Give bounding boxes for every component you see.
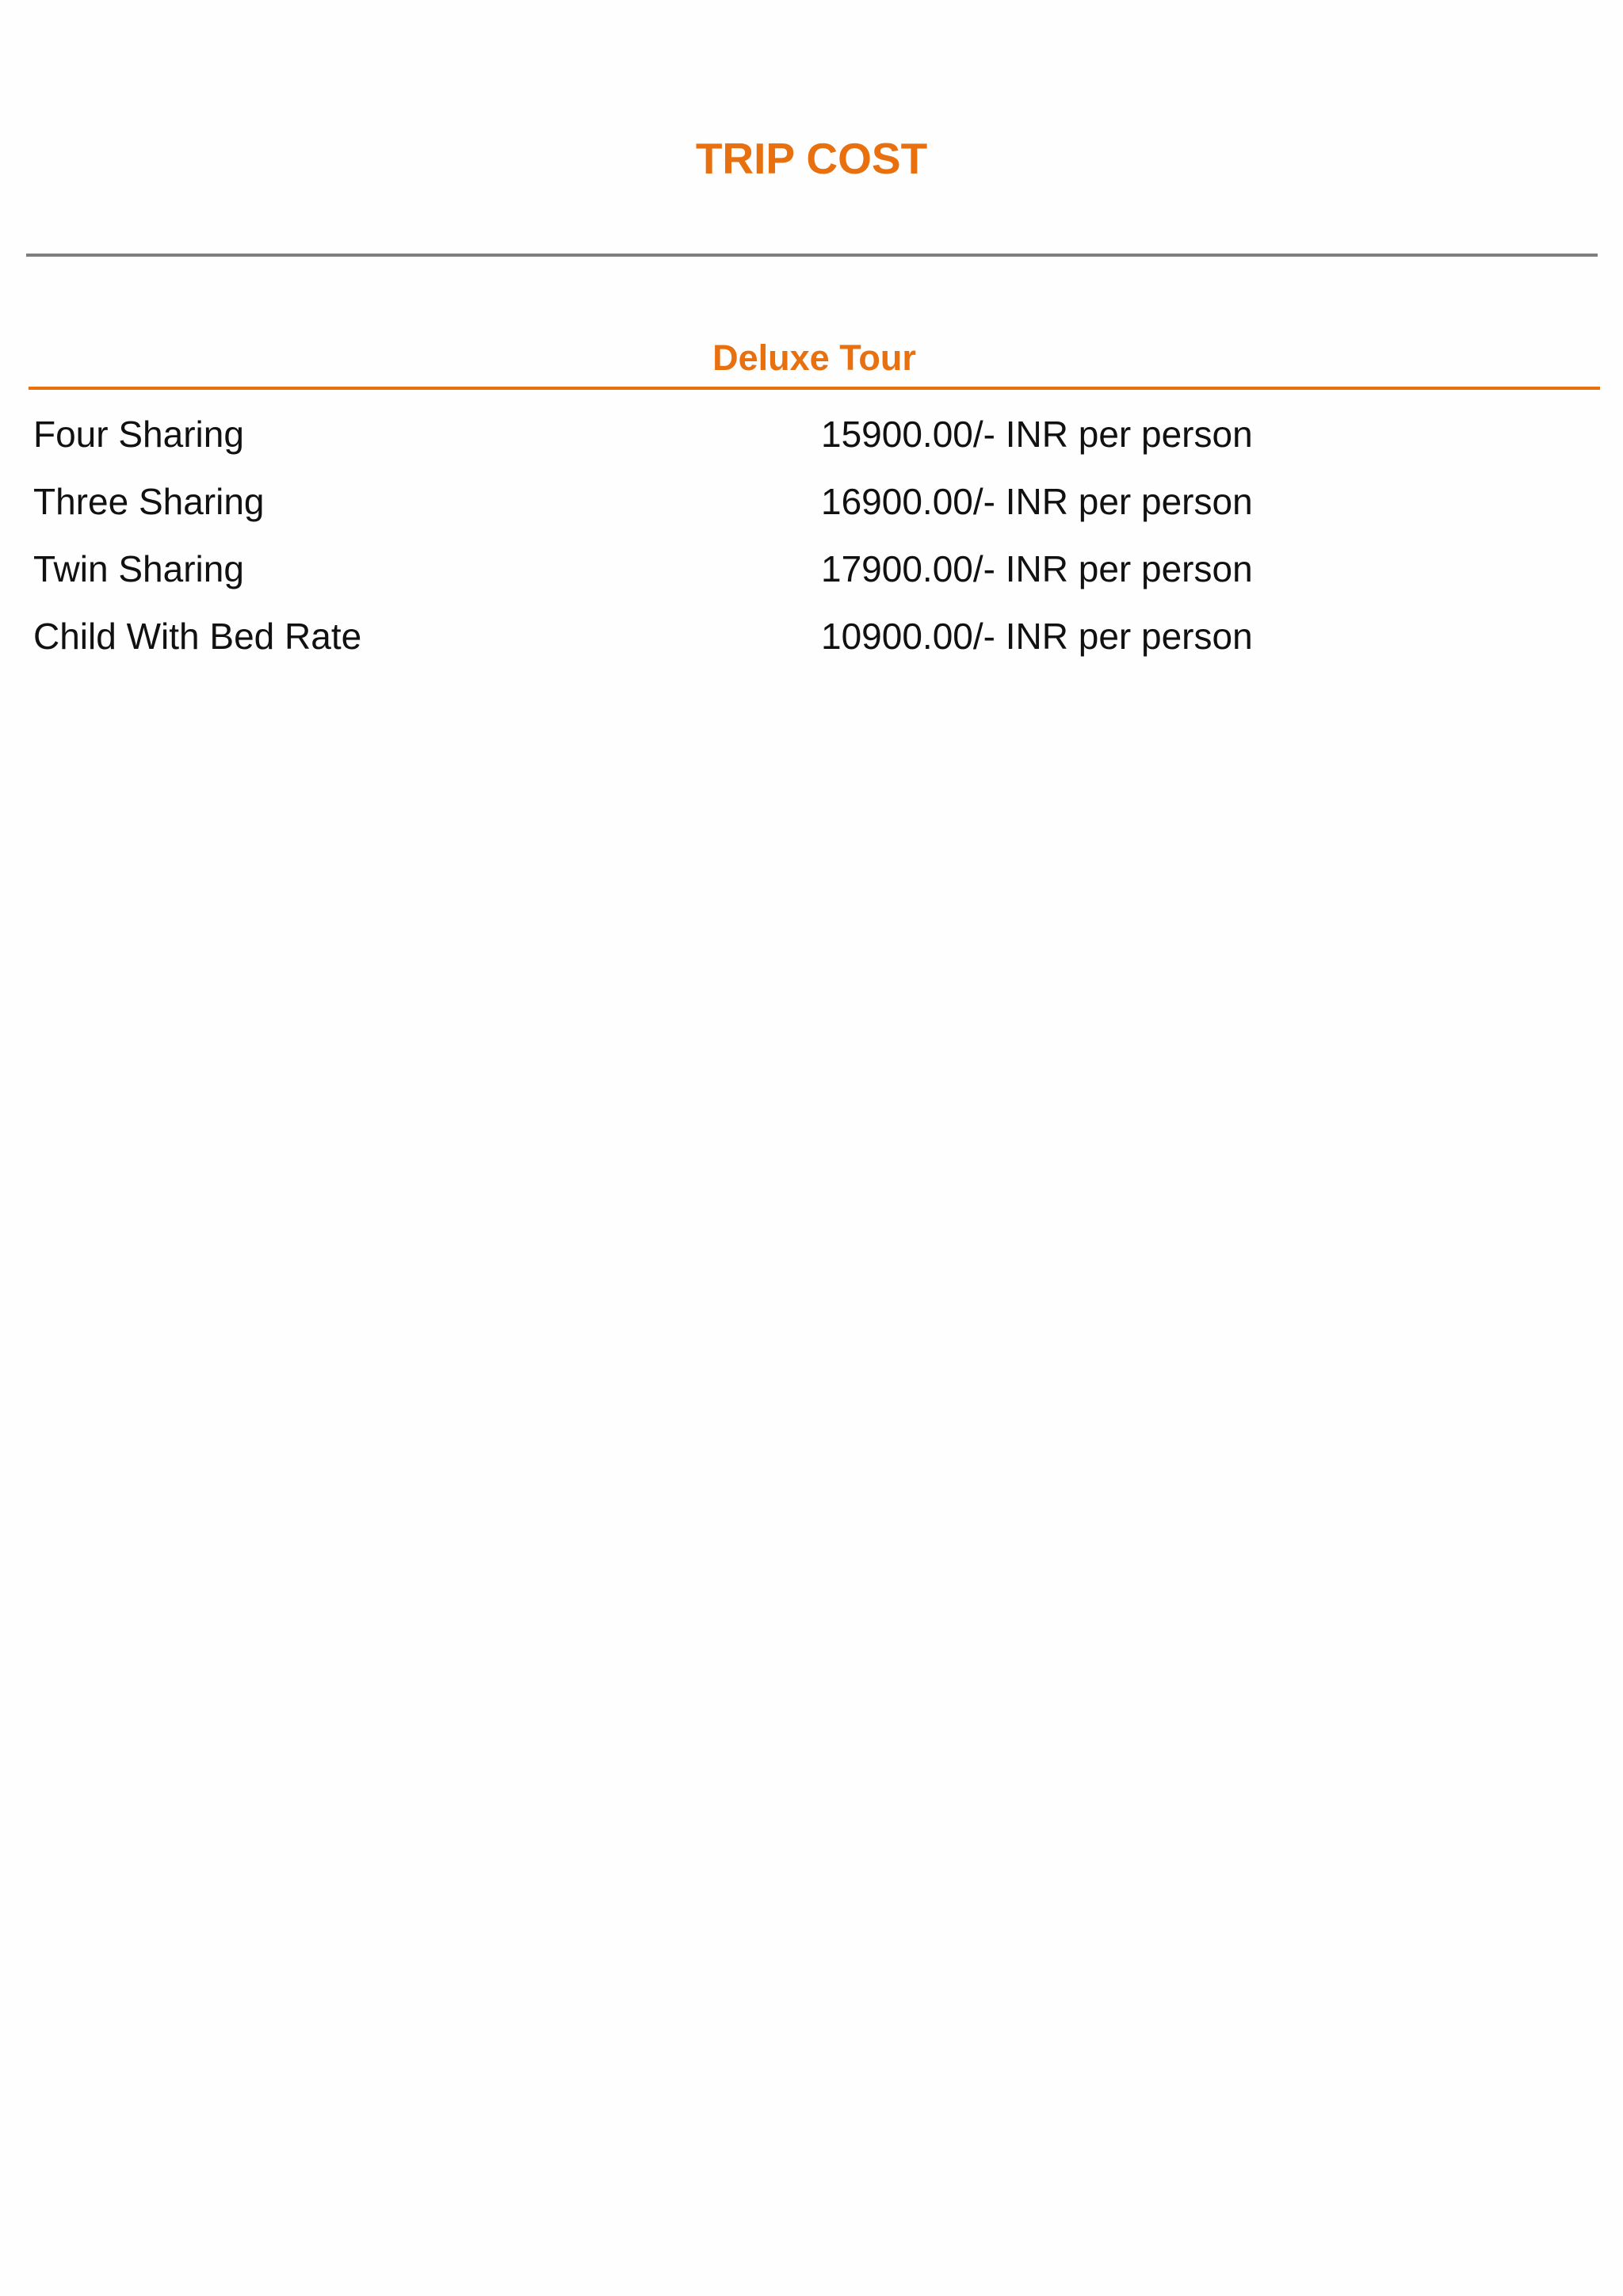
price-row [33, 471, 1594, 539]
price-label: Three Sharing [33, 481, 265, 522]
price-label: Child With Bed Rate [33, 616, 362, 657]
section-title: Deluxe Tour [712, 338, 916, 378]
price-row [33, 404, 1594, 471]
price-value: 17900.00/- INR per person [821, 548, 1253, 589]
section-divider [29, 387, 1600, 390]
price-row [33, 539, 1594, 606]
price-value: 10900.00/- INR per person [821, 616, 1253, 657]
title-divider [26, 254, 1598, 257]
price-label: Twin Sharing [33, 548, 244, 589]
page-title: TRIP COST [695, 134, 928, 183]
price-row [33, 606, 1594, 673]
price-value: 16900.00/- INR per person [821, 481, 1253, 522]
price-label: Four Sharing [33, 414, 244, 455]
price-value: 15900.00/- INR per person [821, 414, 1253, 455]
price-table [33, 404, 1594, 673]
